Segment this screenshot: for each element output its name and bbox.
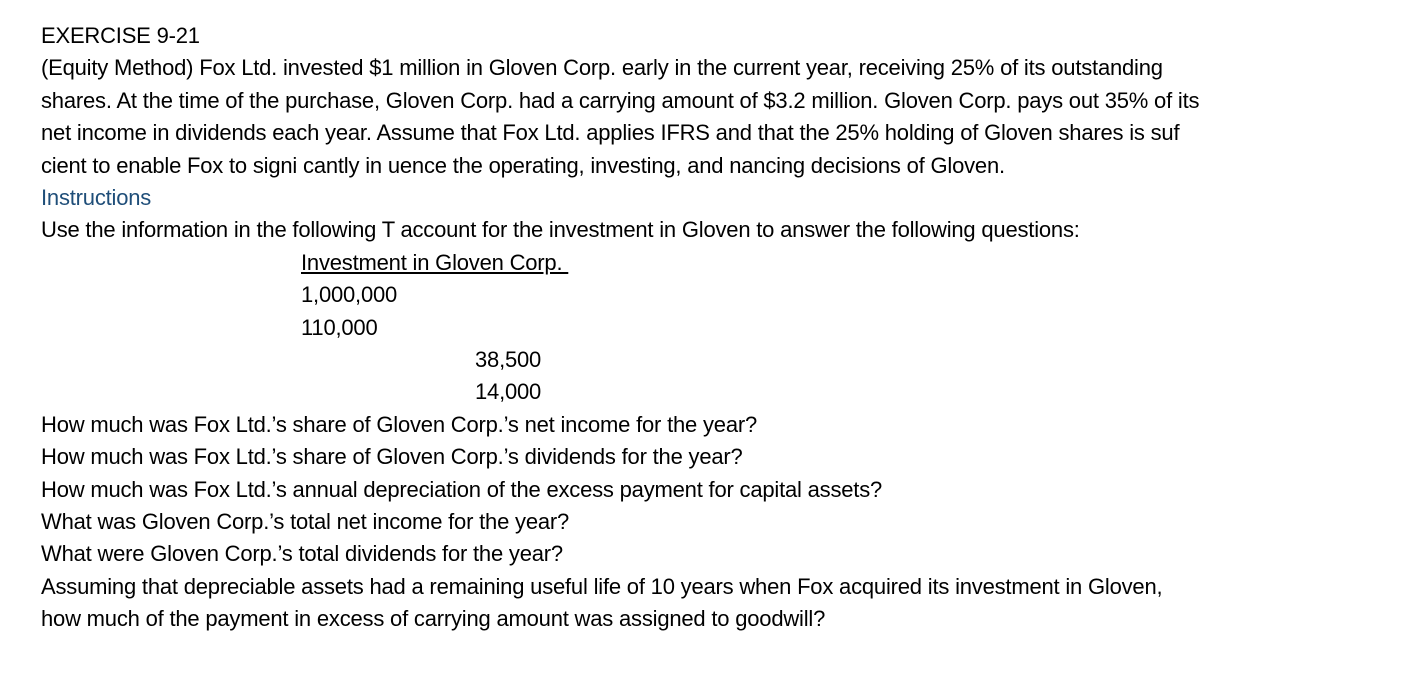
t-account-debit-entry: 110,000	[301, 314, 378, 340]
question-line: What were Gloven Corp.’s total dividends for the year?	[41, 541, 563, 567]
exercise-title: EXERCISE 9-21	[41, 23, 200, 48]
t-account-credit-entry: 14,000	[475, 379, 542, 405]
t-account	[41, 247, 1381, 409]
intro-line-1: (Equity Method) Fox Ltd. invested $1 million in Gloven Corp. early in the current year, receiving 25% of its outstanding	[41, 55, 1163, 81]
intro-line-2: shares. At the time of the purchase, Gloven Corp. had a carrying amount of $3.2 million. Gloven Corp. pays out 35% of its	[41, 87, 1200, 113]
question-line: How much was Fox Ltd.’s annual depreciation of the excess payment for capital assets?	[41, 476, 883, 502]
instructions-heading: Instructions	[41, 184, 152, 210]
question-line: How much was Fox Ltd.’s share of Gloven Corp.’s net income for the year?	[41, 411, 758, 437]
t-account-debit-entry: 1,000,000	[301, 282, 398, 308]
question-line: What was Gloven Corp.’s total net income for the year?	[41, 508, 570, 534]
instructions-text: Use the information in the following T account for the investment in Gloven to answer the following questions:	[41, 217, 1080, 243]
t-account-credit-entry: 38,500	[475, 346, 542, 372]
question-line: How much was Fox Ltd.’s share of Gloven Corp.’s dividends for the year?	[41, 444, 743, 470]
intro-line-4: cient to enable Fox to signi cantly in uence the operating, investing, and nancing decisions of Gloven.	[41, 152, 1005, 178]
question-line: Assuming that depreciable assets had a remaining useful life of 10 years when Fox acquired its investment in Gloven,	[41, 573, 1163, 599]
document-page	[41, 20, 1381, 635]
intro-line-3: net income in dividends each year. Assume that Fox Ltd. applies IFRS and that the 25% holding of Gloven shares is suf	[41, 120, 1180, 146]
t-account-title: Investment in Gloven Corp.	[301, 249, 569, 275]
question-line: how much of the payment in excess of carrying amount was assigned to goodwill?	[41, 606, 826, 632]
